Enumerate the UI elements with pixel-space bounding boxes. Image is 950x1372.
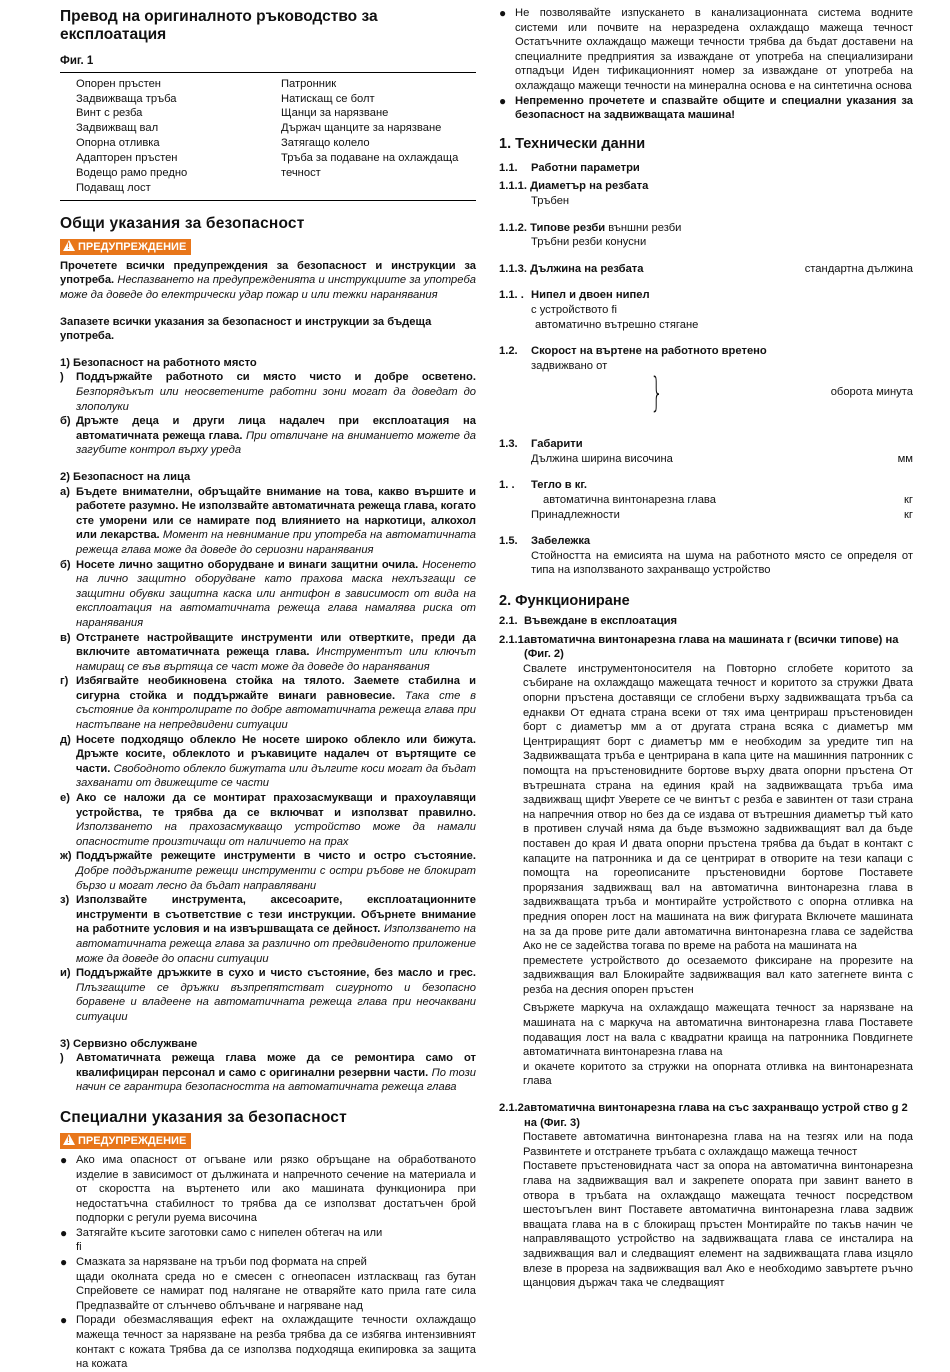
item-bold-text: Поддържайте режещите инструменти в чисто и остро състояние. <box>76 850 476 863</box>
figure-legend-item: Винт с резба <box>76 107 143 120</box>
item-italic-text: Използването на автоматичната режеща глава за различно от предвиденото приложение може да доведе до опасни ситуации <box>76 923 476 965</box>
item-label: е) <box>60 792 70 805</box>
right-column <box>499 0 913 1291</box>
tech-1-1: 1.1. Работни параметри <box>499 161 640 174</box>
bullet-icon: ● <box>60 1152 68 1167</box>
tech-1-5-value: Стойността на емисията на шума на работното място се определя от типа на използваното захранващо устройство <box>531 549 913 577</box>
tech-1-4-b: Принадлежности кг <box>531 508 913 521</box>
item-text <box>76 485 476 558</box>
tech-1-4: 1. . Тегло в кг. <box>499 479 588 492</box>
figure-legend-item: Държач щанците за нарязване <box>281 122 442 135</box>
item-italic-text: Добре поддържаните режещи инструменти с остри ръбове не блокират бързо и могат лесно да бъдат направлявани <box>76 865 476 892</box>
item-italic-text: Свободното облекло бижутата или дългите коси могат да бъдат захванати от движещите се части <box>76 762 476 790</box>
item-label: г) <box>60 675 69 688</box>
func-2-1-1: 2.1.1. автоматична винтонарезна глава на машината r (всички типове) на (Фиг. 2) <box>499 633 899 661</box>
warning-badge: ! ПРЕДУПРЕЖДЕНИЕ <box>60 1133 191 1149</box>
safety-item <box>60 849 476 893</box>
item-label: а) <box>60 485 70 498</box>
item-bold-text: Поддържайте дръжките в сухо и чисто състояние, без масло и грес. <box>76 967 476 980</box>
tech-data-heading: 1. Технически данни <box>499 135 646 152</box>
item-bold-text: Бъдете внимателни, обръщайте внимание на това, какво вършите и работете разумно. Не използвайте автоматичната режеща глава, когато сте уморени или се намирате под влиянието на наркотици, алкохол или лекарства. <box>76 485 476 542</box>
figure-legend-item: течност <box>281 167 321 180</box>
tech-1-1-1-value: Тръбен <box>531 194 570 207</box>
bullet-icon: ● <box>499 93 507 108</box>
figure-legend-item: Щанци за нарязване <box>281 107 389 120</box>
figure-legend-item: Подаващ лост <box>76 181 151 194</box>
func-2-1-1-text: Свалете инструментоносителя на Повторно сглобете коритото за събиране на охлаждащо мажещата течност и коритото за стружки Двата опорни пръстена доставящи се сглобени върху задвижващата тръба са еднакви От едната страна всеки от тях има центрираш пръстеновиден борт с диаметър мм а от другата страна всяка с диаметър мм Центриращият борт с диаметър мм е необходим за уредите тип на Задвижващата тръба е центрирана в капа ците на машинния патронник с помощта на пръстеновидните бортове върху двата опорни пръстена От вътрешната страна на единия край на задвижващата тръба има задвижващ щифт Уверете се че винтът с резба е завинтен от тази страна на напречния отвор но без да се издава от вътрешния диаметър тъй като в противен случай няма да бъде възможно задвижващият вал да бъде поставен до края И двата опорни пръстена трябва да бъдат в контакт с капаците на патронника и да се центрират в отворите на тези капаци с помощта на гореописаните пръстеновидни бортове Поставете прорязания задвижващ вал на автоматична винтонарезна глава в задвижващата тръба и монтирайте устройството с опорна отливка на предния опорен лост на машината на виж фигурата Включете машината на за да прове рите дали автоматична винтонарезна глава се задейства Ако не се задейства тогава по време на работа на машината на преместете устройството до осезаемото фиксиране на прорезите на задвижващия вал Блокирайте задвижващия вал като затегнете винта с резба на десния опорен пръстен <box>523 662 913 996</box>
item-bold-text: Носете подходящо облекло Не носете широко облекло или бижута. Дръжте косите, облеклото и ръкавиците надалеч от въртящите се части. <box>76 733 476 775</box>
safety-item <box>60 370 476 414</box>
item-italic-text: По този начин се гарантира безопасността на автоматичната режеща глава <box>76 1066 477 1094</box>
item-italic-text: Инструментът или ключът намиращ се във въртяща се част може да доведе до наранявания <box>76 646 476 673</box>
item-label: в) <box>60 631 71 644</box>
item-italic-text: Плъзгащите се дръжки възпрепятстват сигурното и безопасно боравене и владеене на автоматичната режеща глава при неочаквани ситуации <box>76 981 476 1023</box>
figure-legend-item: Задвижващ вал <box>76 122 159 135</box>
item-text <box>76 1051 476 1095</box>
keep-instructions: Запазете всички указания за безопасност и инструкции за бъдеща употреба. <box>60 315 432 343</box>
figure-legend-column-1 <box>60 77 281 196</box>
item-label: ) <box>60 371 64 384</box>
intro-paragraph: Прочетете всички предупреждения за безопасност и инструкции за употреба. Неспазването на предупрежденията и инструкциите за употреба може да доведе до електрически удар пожар и или тежки наранявания <box>60 259 476 302</box>
figure-legend <box>60 77 476 196</box>
item-bold-text: Носете лично защитно оборудване и винаги защитни очила. <box>76 558 419 571</box>
figure-legend-item: Водещо рамо предно <box>76 167 188 180</box>
tech-1-1-x-a: с устройството fi <box>531 303 618 316</box>
special-bullets <box>60 1153 476 1372</box>
section-workplace <box>60 370 476 458</box>
warning-badge: ! ПРЕДУПРЕЖДЕНИЕ <box>60 239 191 255</box>
tech-1-4-a: автоматична винтонарезна глава кг <box>543 494 913 507</box>
tech-1-2: 1.2. Скорост на въртене на работното вретено <box>499 345 767 358</box>
item-text <box>76 791 476 849</box>
tech-1-1-x-b: автоматично вътрешно стягане <box>535 318 699 331</box>
figure-legend-item: Опорна отливка <box>76 137 160 150</box>
item-label: ж) <box>60 850 72 863</box>
section-workplace-title: 1) Безопасност на работното място <box>60 356 257 369</box>
item-label: д) <box>60 733 71 746</box>
special-bullet-item <box>60 1226 476 1255</box>
item-bold-text: Дръжте деца и други лица надалеч при експлоатация на автоматичната режеща глава. <box>76 415 476 442</box>
item-text <box>76 370 476 414</box>
tech-1-1-2: 1.1.2. Типове резби външни резби <box>499 221 682 234</box>
safety-item <box>60 791 476 849</box>
bullet-icon: ● <box>60 1255 68 1270</box>
document-title: Превод на оригиналното ръководство за експлоатация <box>60 8 378 43</box>
tech-1-2-value: задвижвано от <box>531 359 608 372</box>
bullet-text: Не позволявайте изпускането в канализационната система водните системи или почвите на неразредена охлаждащо мажеща течност Остатъчните охлаждащо мажещи течности трябва да бъдат доставени на специалните предприятия за изваждане от употреба на специализирани отпадъци Иден тификационният номер за изваждане от употреба на охлаждащо мажещи течности на минерална основа е на синтетична основа <box>515 7 913 92</box>
safety-item <box>60 966 476 1024</box>
figure-legend-item: Натискащ се болт <box>281 92 375 105</box>
item-text <box>76 631 476 675</box>
safety-item <box>60 1051 476 1095</box>
general-safety-heading: Общи указания за безопасност <box>60 214 305 232</box>
bullet-text: Непременно прочетете и спазвайте общите и специални указания за безопасност на задвижващата машина! <box>515 94 913 122</box>
item-italic-text: При отвличане на вниманието можете да загубите контрол върху уреда <box>76 429 476 457</box>
item-italic-text: Носенето на лично защитно оборудване като прахова маска нехлъзгащи се защитни обувки защитна каска или антифон в зависимост от вида на експлоатация на автоматичната режеща глава намалява риска от наранявания <box>76 558 476 629</box>
func-2-1-2: 2.1.2. автоматична винтонарезна глава на със захранващо устрой ство g 2 на (Фиг. 3) <box>499 1102 908 1129</box>
bullet-text: Смазката за нарязване на тръби под формата на спрей щади околната среда но е смесен с огнеопасен изтласкващ газ бутан Спрейовете се намират под налягане не отваряйте като прила гате сила Предпазвайте от слънчево облъчване и нагряване над <box>76 1256 476 1312</box>
item-bold-text: Автоматичната режеща глава може да се ремонтира само от квалифициран персонал и само с оригинални резервни части. <box>76 1052 476 1079</box>
section-persons-title: 2) Безопасност на лица <box>60 470 191 483</box>
item-italic-text: Използването на прахозасмукващо устройство може да намали опасностите произтичащи от наличието на прах <box>76 821 476 848</box>
bullet-icon: ● <box>60 1313 68 1328</box>
item-italic-text: Безпорядъкът или неосветените работни зони могат да доведат до злополуки <box>76 386 476 413</box>
bullet-text: Затягайте късите заготовки само с нипелен обтегач на или fi <box>76 1226 383 1254</box>
speed-brace: } оборота минута <box>650 370 913 417</box>
item-text <box>76 893 476 966</box>
figure-legend-item: Задвижваща тръба <box>76 92 177 105</box>
figure-legend-item: Патронник <box>281 77 337 90</box>
safety-item <box>60 893 476 966</box>
divider <box>60 200 476 201</box>
figure-legend-item: Адапторен пръстен <box>76 152 178 165</box>
safety-item <box>60 485 476 558</box>
warning-triangle-icon: ! <box>63 240 75 251</box>
bullet-icon: ● <box>499 6 507 20</box>
safety-item <box>60 414 476 458</box>
figure-legend-item: Опорен пръстен <box>76 77 161 90</box>
item-label: и) <box>60 967 71 980</box>
item-bold-text: Избягвайте необикновена стойка на тялото. Заемете стабилна и сигурна стойка и поддържайте винаги равновесие. <box>76 675 476 702</box>
tech-1-3: 1.3. Габарити <box>499 438 583 451</box>
function-heading: 2. Функциониране <box>499 593 630 610</box>
divider <box>60 72 476 73</box>
special-bullet-item <box>60 1153 476 1226</box>
section-persons <box>60 485 476 1025</box>
item-bold-text: Поддържайте работното си място чисто и добре осветено. <box>76 371 476 384</box>
bullet-text: Поради обезмасляващия ефект на охлаждащите течности охлаждащо мажеща течност за нарязване на резба трябва да се избягва интензивният контакт с кожата Трябва да се използва подходяща екипировка за защита на кожата <box>76 1314 476 1371</box>
item-text <box>76 414 476 458</box>
figure-legend-item: Тръба за подаване на охлаждаща <box>281 152 459 165</box>
section-service-title: 3) Сервизно обслужване <box>60 1037 198 1050</box>
tech-1-1-1: 1.1.1. Диаметър на резбата <box>499 180 649 193</box>
func-2-1-2-text: Поставете автоматична винтонарезна глава на на тезгях или на пода Развинтете и отстранете тръбата с охлаждащо мажеща течност Поставете пръстеновидната част за опора на автоматична винтонарезна глава на задвижващия вал и закрепете опората при завинт ването в отвора в тръбата на охлаждащо мажещата течност посредством шестоъгълен винт Поставете автоматична винтонарезна глава задвиж вващата глава на в с блокиращ пръстен Монтирайте по такъв начин че направляващото устройство на задвижващата глава се инсталира на задвижващия вал и следващият елемент на задвижващата глава изцяло влезе в прореза на задвижващия вал Ако е необходимо завъртете ръчно щанцовия държач така че следващият <box>523 1131 913 1290</box>
tech-1-5: 1.5. Забележка <box>499 535 591 548</box>
tech-1-1-3: 1.1.3. Дължина на резбата стандартна дължина <box>499 262 913 275</box>
safety-item <box>60 631 476 675</box>
item-text <box>76 674 476 732</box>
item-bold-text: Ако се наложи да се монтират прахозасмукващи и прахоулавящи устройства, те трябва да се включват и използват правилно. <box>76 792 476 819</box>
bullet-icon: ● <box>60 1225 68 1240</box>
figure-legend-column-2 <box>281 77 476 196</box>
bullet-text: Ако има опасност от огъване или рязко обръщане на обработваното изделие в зависимост от дължината и напречното сечение на материала и от скоростта на въртенето или ако машината функционира при недостатъчна стабилност то трябва да се използват достатъчен брой подпорки с регули руема височина <box>76 1153 476 1225</box>
special-safety-heading: Специални указания за безопасност <box>60 1108 347 1126</box>
tech-1-3-value: Дължина ширина височина мм <box>531 452 913 465</box>
tech-1-1-x: 1.1. . Нипел и двоен нипел <box>499 289 650 302</box>
top-bullets <box>499 6 913 123</box>
item-label: б) <box>60 558 71 571</box>
item-bold-text: Отстранете настройващите инструменти или отвертките, преди да включите автоматичната режеща глава. <box>76 631 476 659</box>
func-2-1: 2.1. Въвеждане в експлоатация <box>499 615 678 628</box>
func-2-1-1-text-b: Свържете маркуча на охлаждащо мажещата течност за нарязване на машината на с маркуча на автоматична винтонарезна глава Поставете подаващия лост на вала с квадратни краища на патронника Повдигнете автоматичната винтонарезна глава на и окачете коритото за стружки на опорната отливка на винтонарезната глава <box>523 1002 913 1088</box>
item-italic-text: Така сте в състояние да контролирате по добре автоматичната режеща глава при настъпване на непредвидени ситуации <box>76 689 476 732</box>
item-text <box>76 966 476 1024</box>
section-service <box>60 1051 476 1095</box>
left-column <box>60 0 476 1372</box>
item-text <box>76 733 476 791</box>
warning-triangle-icon: ! <box>63 1134 75 1145</box>
special-bullet-item <box>60 1255 476 1313</box>
item-label: з) <box>60 894 70 907</box>
safety-item <box>60 674 476 732</box>
item-text <box>76 558 476 631</box>
item-label: б) <box>60 415 71 428</box>
figure-legend-item: Затягащо колело <box>281 137 370 150</box>
special-bullet-item <box>60 1313 476 1371</box>
top-bullet-item <box>499 6 913 94</box>
item-text <box>76 849 476 893</box>
top-bullet-item <box>499 94 913 123</box>
brace-icon: } <box>650 370 664 417</box>
figure-label: Фиг. 1 <box>60 55 94 67</box>
safety-item <box>60 733 476 791</box>
item-italic-text: Момент на невнимание при употреба на автоматичната режеща глава може да доведе до сериозни наранявания <box>76 529 476 556</box>
item-label: ) <box>60 1052 64 1065</box>
tech-1-1-2-value: Тръбни резби конусни <box>531 236 647 249</box>
item-bold-text: Използвайте инструмента, аксесоарите, експлоатационните инструменти в съответствие с тези инструкции. Обърнете внимание на работните условия и на извършващата се дейност. <box>76 894 476 936</box>
safety-item <box>60 558 476 631</box>
